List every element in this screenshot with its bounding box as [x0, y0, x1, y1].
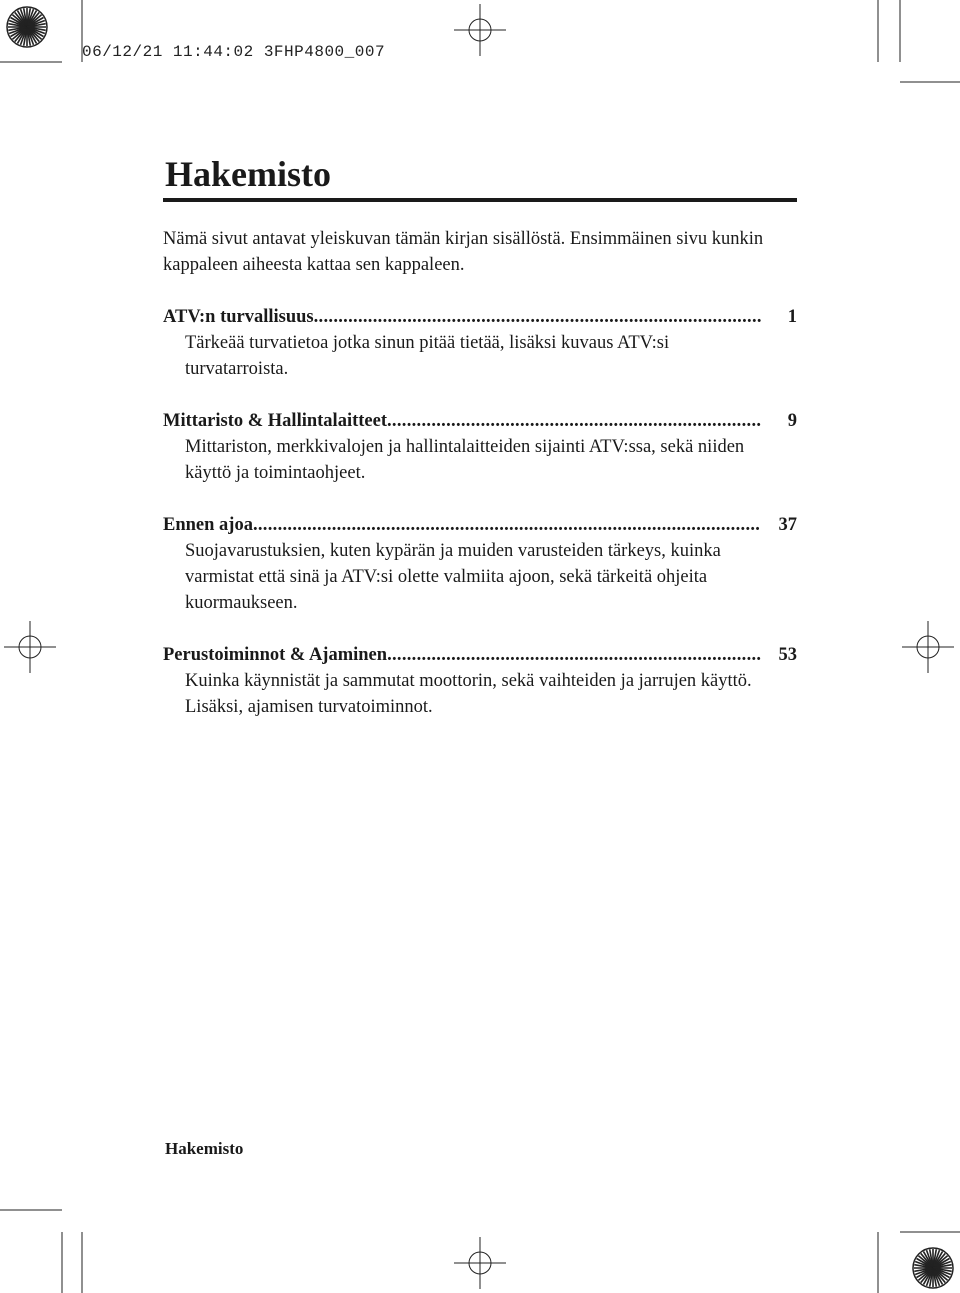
- toc-entry-title[interactable]: Ennen ajoa: [163, 515, 253, 535]
- toc-entry-description: Tärkeää turvatietoa jotka sinun pitää tietää, lisäksi kuvaus ATV:si turvatarroista.: [185, 333, 670, 379]
- toc-entry-description: Kuinka käynnistät ja sammutat moottorin, sekä vaihteiden ja jarrujen käyttö. Lisäksi, ajamisen turvatoiminnot.: [185, 671, 752, 717]
- crosshair-mark-right: [902, 621, 954, 673]
- page-footer-label: Hakemisto: [165, 1139, 244, 1158]
- toc-entry-header: [163, 408, 797, 434]
- toc-entry-description: Mittariston, merkkivalojen ja hallintalaitteiden sijainti ATV:ssa, sekä niiden käyttö ja toimintaohjeet.: [185, 437, 745, 483]
- toc-entry-description: Suojavarustuksien, kuten kypärän ja muiden varusteiden tärkeys, kuinka varmistat että sinä ja ATV:si olette valmiita ajoon, sekä tärkeitä ohjeita kuormaukseen.: [185, 541, 721, 613]
- starburst-mark-bottom-right: [913, 1248, 953, 1288]
- print-slug: 06/12/21 11:44:02 3FHP4800_007: [82, 43, 386, 61]
- toc-entry-header: [163, 642, 797, 668]
- intro-paragraph: Nämä sivut antavat yleiskuvan tämän kirjan sisällöstä. Ensimmäinen sivu kunkin kappaleen aiheesta kattaa sen kappaleen.: [163, 229, 764, 275]
- crosshair-mark-left: [4, 621, 56, 673]
- dot-leader: [387, 642, 761, 668]
- title-rule: [163, 198, 797, 202]
- toc-entry-title[interactable]: ATV:n turvallisuus: [163, 307, 314, 327]
- toc-entry-header: [163, 512, 797, 538]
- page-title: Hakemisto: [165, 154, 331, 194]
- toc-entry-header: [163, 304, 797, 330]
- toc-entry-title[interactable]: Mittaristo & Hallintalaitteet: [163, 411, 387, 431]
- toc-entry[interactable]: [163, 304, 797, 382]
- crosshair-mark-top: [454, 4, 506, 56]
- dot-leader: [314, 304, 761, 330]
- toc-entry[interactable]: [163, 408, 797, 486]
- toc-page-number[interactable]: 37: [778, 515, 797, 535]
- toc-page-number[interactable]: 9: [787, 411, 797, 431]
- toc-page-number[interactable]: 53: [778, 645, 797, 665]
- dot-leader: [387, 408, 761, 434]
- toc-entry-title[interactable]: Perustoiminnot & Ajaminen: [163, 645, 388, 665]
- dot-leader: [253, 512, 761, 538]
- table-of-contents: [163, 304, 797, 746]
- starburst-mark-top-left: [7, 7, 47, 47]
- toc-entry[interactable]: [163, 642, 797, 720]
- toc-entry[interactable]: [163, 512, 797, 616]
- crosshair-mark-bottom: [454, 1237, 506, 1289]
- toc-page-number[interactable]: 1: [787, 307, 797, 327]
